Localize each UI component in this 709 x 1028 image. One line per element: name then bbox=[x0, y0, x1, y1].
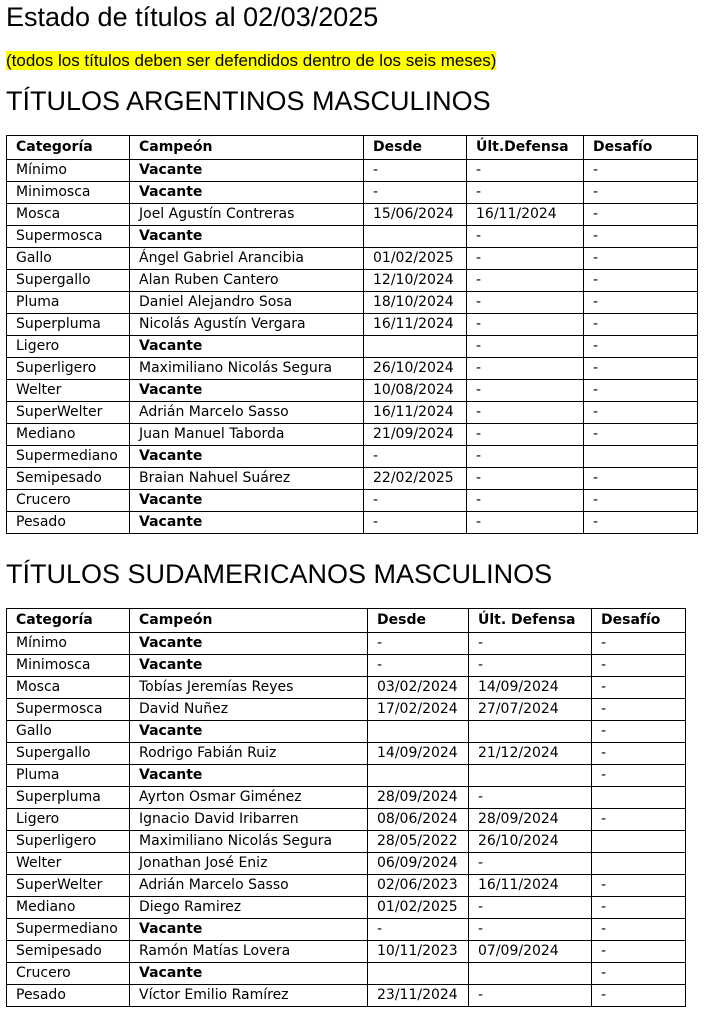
table-cell: - bbox=[584, 204, 698, 226]
table-cell: - bbox=[469, 853, 592, 875]
table-row bbox=[7, 160, 698, 182]
table-cell: 16/11/2024 bbox=[364, 314, 467, 336]
table-row bbox=[7, 721, 686, 743]
table-cell: - bbox=[467, 336, 584, 358]
table-cell: Maximiliano Nicolás Segura bbox=[130, 831, 368, 853]
table-cell bbox=[368, 721, 469, 743]
table-cell: - bbox=[467, 182, 584, 204]
table-cell bbox=[364, 226, 467, 248]
table-cell: - bbox=[584, 292, 698, 314]
table-cell: - bbox=[592, 897, 686, 919]
table-cell: 10/11/2023 bbox=[368, 941, 469, 963]
table-cell: Vacante bbox=[130, 919, 368, 941]
table-row bbox=[7, 655, 686, 677]
table-cell: - bbox=[592, 985, 686, 1007]
table-cell: - bbox=[592, 809, 686, 831]
table-cell: - bbox=[364, 512, 467, 534]
table-cell: 28/05/2022 bbox=[368, 831, 469, 853]
table-cell: - bbox=[584, 358, 698, 380]
table-cell: 22/02/2025 bbox=[364, 468, 467, 490]
table-cell: Adrián Marcelo Sasso bbox=[130, 402, 364, 424]
table-cell: - bbox=[368, 655, 469, 677]
table-row bbox=[7, 853, 686, 875]
table-cell: - bbox=[584, 226, 698, 248]
table-cell: - bbox=[584, 468, 698, 490]
table-cell: Ignacio David Iribarren bbox=[130, 809, 368, 831]
table-cell: Vacante bbox=[130, 963, 368, 985]
table-cell: Nicolás Agustín Vergara bbox=[130, 314, 364, 336]
table-cell: - bbox=[469, 633, 592, 655]
table-cell: SuperWelter bbox=[7, 402, 130, 424]
table-row bbox=[7, 897, 686, 919]
table-cell: Pesado bbox=[7, 512, 130, 534]
column-header: Desde bbox=[368, 609, 469, 633]
table-cell: SuperWelter bbox=[7, 875, 130, 897]
table-cell bbox=[368, 963, 469, 985]
table-cell: 14/09/2024 bbox=[368, 743, 469, 765]
table-cell: Víctor Emilio Ramírez bbox=[130, 985, 368, 1007]
section-title-argentinos: TÍTULOS ARGENTINOS MASCULINOS bbox=[6, 86, 491, 116]
table-row bbox=[7, 204, 698, 226]
table-cell: Welter bbox=[7, 853, 130, 875]
table-cell: - bbox=[584, 270, 698, 292]
table-cell: Mediano bbox=[7, 897, 130, 919]
table-cell: Superligero bbox=[7, 358, 130, 380]
table-cell: - bbox=[364, 182, 467, 204]
table-cell: - bbox=[592, 941, 686, 963]
table-cell: - bbox=[584, 248, 698, 270]
table-cell: Supermediano bbox=[7, 919, 130, 941]
table-cell bbox=[368, 765, 469, 787]
table-cell: Jonathan José Eniz bbox=[130, 853, 368, 875]
table-cell: Tobías Jeremías Reyes bbox=[130, 677, 368, 699]
table-cell: - bbox=[467, 512, 584, 534]
table-cell bbox=[469, 721, 592, 743]
table-cell: 16/11/2024 bbox=[364, 402, 467, 424]
table-row bbox=[7, 446, 698, 468]
table-row bbox=[7, 314, 698, 336]
table-cell: Vacante bbox=[130, 336, 364, 358]
table-cell: - bbox=[584, 160, 698, 182]
table-cell: Vacante bbox=[130, 633, 368, 655]
table-row bbox=[7, 490, 698, 512]
table-cell: Mosca bbox=[7, 204, 130, 226]
table-cell: Gallo bbox=[7, 248, 130, 270]
table-cell: Ligero bbox=[7, 809, 130, 831]
column-header: Desafío bbox=[584, 136, 698, 160]
table-cell: - bbox=[592, 765, 686, 787]
table-row bbox=[7, 358, 698, 380]
table-cell: 02/06/2023 bbox=[368, 875, 469, 897]
table-cell: 28/09/2024 bbox=[469, 809, 592, 831]
table-header-row bbox=[7, 136, 698, 160]
highlighted-note: (todos los títulos deben ser defendidos dentro de los seis meses) bbox=[6, 51, 497, 70]
table-cell: 26/10/2024 bbox=[469, 831, 592, 853]
table-cell: - bbox=[467, 468, 584, 490]
table-cell: - bbox=[584, 402, 698, 424]
table-cell: - bbox=[592, 919, 686, 941]
table-cell: - bbox=[467, 490, 584, 512]
table-row bbox=[7, 963, 686, 985]
table-cell: 07/09/2024 bbox=[469, 941, 592, 963]
table-row bbox=[7, 765, 686, 787]
table-row bbox=[7, 743, 686, 765]
column-header: Últ.Defensa bbox=[467, 136, 584, 160]
column-header: Últ. Defensa bbox=[469, 609, 592, 633]
column-header: Desafío bbox=[592, 609, 686, 633]
table-cell: - bbox=[592, 655, 686, 677]
table-cell: Mosca bbox=[7, 677, 130, 699]
table-cell bbox=[584, 446, 698, 468]
table-cell: 01/02/2025 bbox=[364, 248, 467, 270]
table-row bbox=[7, 402, 698, 424]
table-cell: - bbox=[592, 677, 686, 699]
table-cell: - bbox=[592, 699, 686, 721]
table-row bbox=[7, 831, 686, 853]
table-cell: 23/11/2024 bbox=[368, 985, 469, 1007]
table-cell: 21/12/2024 bbox=[469, 743, 592, 765]
page-title: Estado de títulos al 02/03/2025 bbox=[6, 2, 379, 32]
table-cell bbox=[364, 336, 467, 358]
table-cell: Pesado bbox=[7, 985, 130, 1007]
table-cell: - bbox=[584, 424, 698, 446]
table-cell bbox=[469, 963, 592, 985]
table-row bbox=[7, 226, 698, 248]
table-cell: Ayrton Osmar Giménez bbox=[130, 787, 368, 809]
table-header-row bbox=[7, 609, 686, 633]
table-cell: 08/06/2024 bbox=[368, 809, 469, 831]
table-cell: Mínimo bbox=[7, 160, 130, 182]
table-cell: 21/09/2024 bbox=[364, 424, 467, 446]
table-row bbox=[7, 699, 686, 721]
table-cell: - bbox=[469, 897, 592, 919]
table-cell: Diego Ramirez bbox=[130, 897, 368, 919]
titles-table-argentinos bbox=[6, 135, 698, 534]
table-cell: Joel Agustín Contreras bbox=[130, 204, 364, 226]
table-cell: - bbox=[467, 314, 584, 336]
table-cell: - bbox=[467, 380, 584, 402]
table-cell: Vacante bbox=[130, 226, 364, 248]
table-cell: Ángel Gabriel Arancibia bbox=[130, 248, 364, 270]
table-cell: Minimosca bbox=[7, 182, 130, 204]
table-cell: Crucero bbox=[7, 963, 130, 985]
table-cell: Mínimo bbox=[7, 633, 130, 655]
table-cell: Adrián Marcelo Sasso bbox=[130, 875, 368, 897]
table-cell: Supergallo bbox=[7, 270, 130, 292]
table-cell: Rodrigo Fabián Ruiz bbox=[130, 743, 368, 765]
table-cell: - bbox=[469, 787, 592, 809]
table-cell: - bbox=[467, 402, 584, 424]
table-cell: Ligero bbox=[7, 336, 130, 358]
table-cell: Vacante bbox=[130, 721, 368, 743]
table-cell: - bbox=[592, 875, 686, 897]
table-cell: 28/09/2024 bbox=[368, 787, 469, 809]
table-cell: - bbox=[467, 270, 584, 292]
table-row bbox=[7, 512, 698, 534]
table-row bbox=[7, 941, 686, 963]
table-cell: David Nuñez bbox=[130, 699, 368, 721]
table-cell: Alan Ruben Cantero bbox=[130, 270, 364, 292]
table-cell: - bbox=[592, 633, 686, 655]
table-cell: - bbox=[584, 512, 698, 534]
table-cell: Supermosca bbox=[7, 226, 130, 248]
table-cell: - bbox=[364, 446, 467, 468]
table-cell: - bbox=[469, 985, 592, 1007]
table-cell: Pluma bbox=[7, 292, 130, 314]
table-cell: - bbox=[467, 292, 584, 314]
table-cell: Supermosca bbox=[7, 699, 130, 721]
table-cell: 10/08/2024 bbox=[364, 380, 467, 402]
table-row bbox=[7, 182, 698, 204]
table-cell: Superligero bbox=[7, 831, 130, 853]
table-cell: - bbox=[469, 655, 592, 677]
table-cell: - bbox=[592, 963, 686, 985]
table-cell: Crucero bbox=[7, 490, 130, 512]
table-row bbox=[7, 787, 686, 809]
table-cell: Semipesado bbox=[7, 468, 130, 490]
table-cell: Vacante bbox=[130, 182, 364, 204]
table-cell: - bbox=[467, 248, 584, 270]
table-cell: - bbox=[368, 919, 469, 941]
table-cell: Vacante bbox=[130, 765, 368, 787]
table-row bbox=[7, 677, 686, 699]
table-cell: - bbox=[467, 358, 584, 380]
table-cell: - bbox=[364, 490, 467, 512]
table-cell bbox=[469, 765, 592, 787]
column-header: Desde bbox=[364, 136, 467, 160]
table-row bbox=[7, 336, 698, 358]
table-cell: - bbox=[467, 160, 584, 182]
table-cell: - bbox=[368, 633, 469, 655]
table-cell: Superpluma bbox=[7, 314, 130, 336]
table-cell: Vacante bbox=[130, 160, 364, 182]
table-cell: - bbox=[584, 314, 698, 336]
table-cell: 12/10/2024 bbox=[364, 270, 467, 292]
table-row bbox=[7, 292, 698, 314]
table-cell: Supergallo bbox=[7, 743, 130, 765]
table-cell: Welter bbox=[7, 380, 130, 402]
table-row bbox=[7, 424, 698, 446]
table-cell: Gallo bbox=[7, 721, 130, 743]
table-row bbox=[7, 875, 686, 897]
table-cell bbox=[592, 853, 686, 875]
table-cell: - bbox=[584, 182, 698, 204]
table-cell: Maximiliano Nicolás Segura bbox=[130, 358, 364, 380]
note-wrap bbox=[6, 50, 496, 72]
table-row bbox=[7, 809, 686, 831]
table-cell: 15/06/2024 bbox=[364, 204, 467, 226]
table-cell: - bbox=[467, 424, 584, 446]
table-cell: 18/10/2024 bbox=[364, 292, 467, 314]
table-cell: Vacante bbox=[130, 490, 364, 512]
table-cell: 01/02/2025 bbox=[368, 897, 469, 919]
table-cell: 16/11/2024 bbox=[469, 875, 592, 897]
table-row bbox=[7, 633, 686, 655]
table-row bbox=[7, 270, 698, 292]
table-cell: Vacante bbox=[130, 380, 364, 402]
table-cell: Daniel Alejandro Sosa bbox=[130, 292, 364, 314]
table-cell: Pluma bbox=[7, 765, 130, 787]
table-cell: Juan Manuel Taborda bbox=[130, 424, 364, 446]
table-cell: Ramón Matías Lovera bbox=[130, 941, 368, 963]
table-cell: 27/07/2024 bbox=[469, 699, 592, 721]
table-cell: - bbox=[584, 490, 698, 512]
table-cell: Superpluma bbox=[7, 787, 130, 809]
table-cell: - bbox=[592, 743, 686, 765]
table-cell: - bbox=[364, 160, 467, 182]
table-cell: 03/02/2024 bbox=[368, 677, 469, 699]
column-header: Campeón bbox=[130, 609, 368, 633]
table-cell: - bbox=[592, 721, 686, 743]
table-cell: Braian Nahuel Suárez bbox=[130, 468, 364, 490]
table-row bbox=[7, 248, 698, 270]
table-cell: - bbox=[584, 336, 698, 358]
table-cell: 14/09/2024 bbox=[469, 677, 592, 699]
table-cell: - bbox=[467, 226, 584, 248]
table-row bbox=[7, 468, 698, 490]
column-header: Categoría bbox=[7, 609, 130, 633]
table-cell bbox=[592, 831, 686, 853]
table-row bbox=[7, 919, 686, 941]
section-title-sudamericanos: TÍTULOS SUDAMERICANOS MASCULINOS bbox=[6, 559, 553, 589]
table-cell bbox=[592, 787, 686, 809]
table-cell: Vacante bbox=[130, 446, 364, 468]
table-cell: - bbox=[584, 380, 698, 402]
table-cell: 26/10/2024 bbox=[364, 358, 467, 380]
table-cell: Semipesado bbox=[7, 941, 130, 963]
table-cell: 16/11/2024 bbox=[467, 204, 584, 226]
table-cell: Minimosca bbox=[7, 655, 130, 677]
table-row bbox=[7, 985, 686, 1007]
table-cell: 06/09/2024 bbox=[368, 853, 469, 875]
table-cell: 17/02/2024 bbox=[368, 699, 469, 721]
table-cell: - bbox=[467, 446, 584, 468]
table-row bbox=[7, 380, 698, 402]
column-header: Campeón bbox=[130, 136, 364, 160]
table-cell: Mediano bbox=[7, 424, 130, 446]
column-header: Categoría bbox=[7, 136, 130, 160]
table-cell: Vacante bbox=[130, 655, 368, 677]
titles-table-sudamericanos bbox=[6, 608, 686, 1007]
table-cell: Vacante bbox=[130, 512, 364, 534]
table-cell: Supermediano bbox=[7, 446, 130, 468]
table-cell: - bbox=[469, 919, 592, 941]
